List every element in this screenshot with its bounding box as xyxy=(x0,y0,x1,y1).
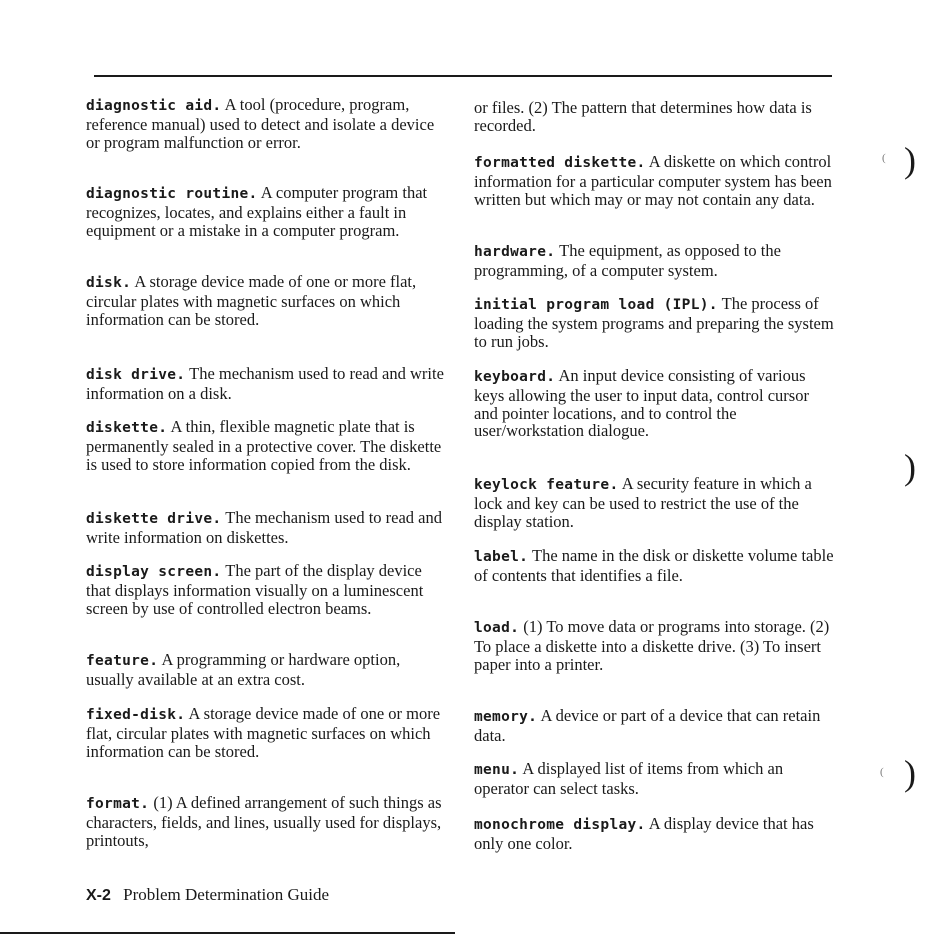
bottom-rule xyxy=(0,932,455,934)
entry-definition: The equipment, as opposed to the programming, of a computer system. xyxy=(474,241,781,280)
glossary-entry-keyboard xyxy=(474,367,834,440)
entry-definition: (1) To move data or programs into storage. (2) To place a diskette into a diskette drive. (3) To insert paper into a printer. xyxy=(474,617,830,674)
entry-definition: A programming or hardware option, usually available at an extra cost. xyxy=(86,650,401,689)
entry-term: fixed-disk. xyxy=(86,707,186,723)
page-number: X-2 xyxy=(86,887,111,904)
binder-mark-top: ) xyxy=(904,140,916,180)
entry-term: initial program load (IPL). xyxy=(474,297,718,313)
glossary-entry-format xyxy=(86,794,446,849)
entry-definition: The part of the display device that displays information visually on a luminescent screen by use of controlled electron beams. xyxy=(86,561,424,618)
page-footer xyxy=(86,885,329,905)
entry-term: label. xyxy=(474,549,529,565)
glossary-entry-diagnostic-aid xyxy=(86,96,446,151)
entry-definition: A diskette on which control information for a particular computer system has been written but which may or may not contain any data. xyxy=(474,152,832,209)
glossary-entry-display-screen xyxy=(86,562,446,617)
entry-term: keyboard. xyxy=(474,369,556,385)
glossary-entry-hardware xyxy=(474,242,834,280)
entry-definition: The mechanism used to read and write information on diskettes. xyxy=(86,508,442,547)
glossary-entry-diskette-drive xyxy=(86,509,446,547)
entry-term: menu. xyxy=(474,762,520,778)
entry-definition: (1) A defined arrangement of such things as characters, fields, and lines, usually used for displays, printouts, xyxy=(86,793,442,850)
entry-term: formatted diskette. xyxy=(474,155,646,171)
glossary-entry-formatted-diskette xyxy=(474,153,834,208)
entry-term: format. xyxy=(86,796,150,812)
glossary-entry-monochrome-display xyxy=(474,815,834,853)
binder-mark-bottom: ) xyxy=(904,753,916,793)
entry-term: load. xyxy=(474,620,520,636)
glossary-entry-load xyxy=(474,618,834,673)
document-title: Problem Determination Guide xyxy=(123,885,329,904)
glossary-entry-diskette xyxy=(86,418,446,473)
entry-term: diagnostic routine. xyxy=(86,186,258,202)
entry-term: hardware. xyxy=(474,244,556,260)
binder-mark-middle: ) xyxy=(904,447,916,487)
glossary-entry-label xyxy=(474,547,834,585)
entry-definition: A storage device made of one or more flat, circular plates with magnetic surfaces on which information can be stored. xyxy=(86,704,441,761)
entry-definition: A display device that has only one color. xyxy=(474,814,814,853)
glossary-entry-disk-drive xyxy=(86,365,446,403)
margin-tick: ( xyxy=(880,766,884,778)
glossary-entry-diagnostic-routine xyxy=(86,184,446,239)
entry-term: display screen. xyxy=(86,564,222,580)
entry-definition: A security feature in which a lock and key can be used to restrict the use of the display station. xyxy=(474,474,812,531)
entry-definition: A displayed list of items from which an operator can select tasks. xyxy=(474,759,784,798)
glossary-entry-memory xyxy=(474,707,834,745)
entry-definition: A device or part of a device that can retain data. xyxy=(474,706,821,745)
top-rule xyxy=(94,75,832,77)
glossary-entry-fixed-disk xyxy=(86,705,446,760)
glossary-entry-keylock-feature xyxy=(474,475,834,530)
entry-term: diskette drive. xyxy=(86,511,222,527)
entry-term: monochrome display. xyxy=(474,817,646,833)
entry-definition: The name in the disk or diskette volume table of contents that identifies a file. xyxy=(474,546,834,585)
entry-term: disk drive. xyxy=(86,367,186,383)
entry-term: memory. xyxy=(474,709,538,725)
entry-definition: A storage device made of one or more flat, circular plates with magnetic surfaces on which information can be stored. xyxy=(86,272,417,329)
glossary-entry-initial-program-load xyxy=(474,295,834,350)
entry-definition: An input device consisting of various keys allowing the user to input data, control cursor and pointer locations, and to control the user/workstation dialogue. xyxy=(474,366,809,441)
margin-tick: ( xyxy=(882,152,886,164)
glossary-entry-format-continued xyxy=(474,99,834,135)
entry-term: diagnostic aid. xyxy=(86,98,222,114)
entry-definition: or files. (2) The pattern that determines how data is recorded. xyxy=(474,98,812,135)
entry-definition: A tool (procedure, program, reference manual) used to detect and isolate a device or program malfunction or error. xyxy=(86,95,435,152)
glossary-entry-feature xyxy=(86,651,446,689)
entry-term: keylock feature. xyxy=(474,477,619,493)
glossary-entry-menu xyxy=(474,760,834,798)
entry-term: diskette. xyxy=(86,420,168,436)
entry-term: feature. xyxy=(86,653,159,669)
entry-definition: The process of loading the system programs and preparing the system to run jobs. xyxy=(474,294,834,351)
entry-definition: A computer program that recognizes, locates, and explains either a fault in equipment or a mistake in a computer program. xyxy=(86,183,428,240)
entry-definition: The mechanism used to read and write information on a disk. xyxy=(86,364,444,403)
entry-term: disk. xyxy=(86,275,132,291)
entry-definition: A thin, flexible magnetic plate that is permanently sealed in a protective cover. The diskette is used to store information copied from the disk. xyxy=(86,417,442,474)
glossary-entry-disk xyxy=(86,273,446,328)
